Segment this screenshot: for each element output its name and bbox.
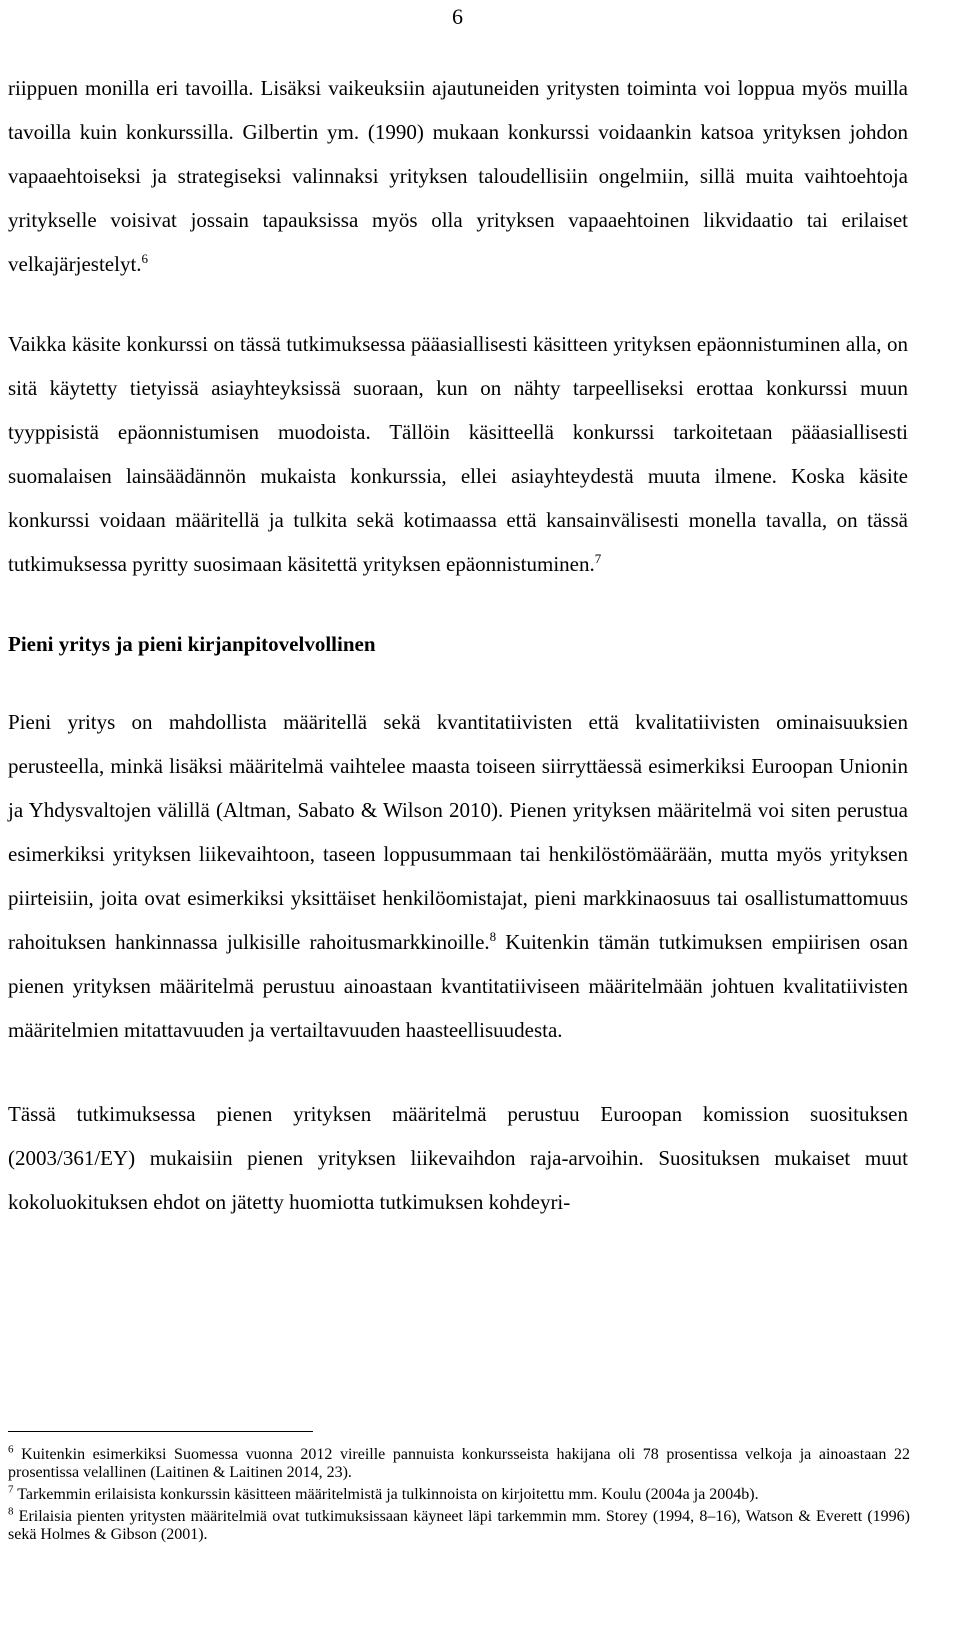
footnote-6 <box>8 1443 910 1482</box>
footnote-ref-8[interactable]: 8 <box>489 929 497 944</box>
footnote-7 <box>8 1483 910 1504</box>
body-text <box>8 66 908 1224</box>
paragraph-3-text-a: Pieni yritys on mahdollista määritellä sekä kvantitatiivisten että kvalitatiivisten ominaisuuksien perusteella, minkä lisäksi määritelmä vaihtelee maasta toiseen siirryttäessä esimerkiksi Euroopan Unionin ja Yhdysvaltojen välillä (Altman, Sabato & Wilson 2010). Pienen yrityksen määritelmä voi siten perustua esimerkiksi yrityksen liikevaihtoon, taseen loppusummaan tai henkilöstömäärään, mutta myös yrityksen piirteisiin, joita ovat esimerkiksi yksittäiset henkilöomistajat, pieni markkinaosuus tai osallistumattomuus rahoituksen hankinnassa julkisille rahoitusmarkkinoille. <box>8 710 908 954</box>
section-heading: Pieni yritys ja pieni kirjanpitovelvollinen <box>8 632 376 656</box>
footnote-text: Kuitenkin esimerkiksi Suomessa vuonna 2012 vireille pannuista konkursseista hakijana oli 78 prosentissa velkoja ja ainoastaan 22 prosentissa velallinen (Laitinen & Laitinen 2014, 23). <box>8 1446 910 1481</box>
footnotes <box>8 1431 910 1548</box>
paragraph-1 <box>8 66 908 286</box>
paragraph-1-text: riippuen monilla eri tavoilla. Lisäksi vaikeuksiin ajautuneiden yritysten toiminta voi loppua myös muilla tavoilla kuin konkurssilla. Gilbertin ym. (1990) mukaan konkurssi voidaankin katsoa yrityksen johdon vapaaehtoiseksi ja strategiseksi valinnaksi yrityksen taloudellisiin ongelmiin, sillä muita vaihtoehtoja yritykselle voisivat jossain tapauksissa myös olla yrityksen vapaaehtoinen likvidaatio tai erilaiset velkajärjestelyt. <box>8 76 908 276</box>
paragraph-2 <box>8 322 908 586</box>
paragraph-3-text-b: Kuitenkin tämän tutkimuksen empiirisen osan pienen yrityksen määritelmä perustuu ainoastaan kvantitatiiviseen määritelmään johtuen kvalitatiivisten määritelmien mitattavuuden ja vertailtavuuden haasteellisuudesta. <box>8 930 908 1042</box>
footnote-text: Tarkemmin erilaisista konkurssin käsitteen määritelmistä ja tulkinnoista on kirjoitettu mm. Koulu (2004a ja 2004b). <box>13 1486 759 1503</box>
paragraph-3 <box>8 700 908 1052</box>
page-number: 6 <box>452 4 463 29</box>
footnote-divider <box>8 1431 313 1432</box>
footnote-number: 6 <box>8 1443 14 1456</box>
paragraph-4: Tässä tutkimuksessa pienen yrityksen määritelmä perustuu Euroopan komission suosituksen (2003/361/EY) mukaisiin pienen yrityksen liikevaihdon raja-arvoihin. Suosituksen mukaiset muut kokoluokituksen ehdot on jätetty huomiotta tutkimuksen kohdeyri- <box>8 1102 908 1214</box>
footnote-number: 8 <box>8 1505 14 1518</box>
footnote-ref-6[interactable]: 6 <box>141 251 149 266</box>
paragraph-2-text: Vaikka käsite konkurssi on tässä tutkimuksessa pääasiallisesti käsitteen yrityksen epäonnistuminen alla, on sitä käytetty tietyissä asiayhteyksissä suoraan, kun on nähty tarpeelliseksi erottaa konkurssi muun tyyppisistä epäonnistumisen muodoista. Tällöin käsitteellä konkurssi tarkoitetaan pääasiallisesti suomalaisen lainsäädännön mukaista konkurssia, ellei asiayhteydestä muuta ilmene. Koska käsite konkurssi voidaan määritellä ja tulkita sekä kotimaassa että kansainvälisesti monella tavalla, on tässä tutkimuksessa pyritty suosimaan käsitettä yrityksen epäonnistuminen. <box>8 332 908 576</box>
footnote-8 <box>8 1505 910 1544</box>
footnote-number: 7 <box>8 1483 14 1496</box>
footnote-text: Erilaisia pienten yritysten määritelmiä ovat tutkimuksissaan käyneet läpi tarkemmin mm. Storey (1994, 8–16), Watson & Everett (1996) sekä Holmes & Gibson (2001). <box>8 1508 910 1543</box>
footnote-ref-7[interactable]: 7 <box>594 551 602 566</box>
